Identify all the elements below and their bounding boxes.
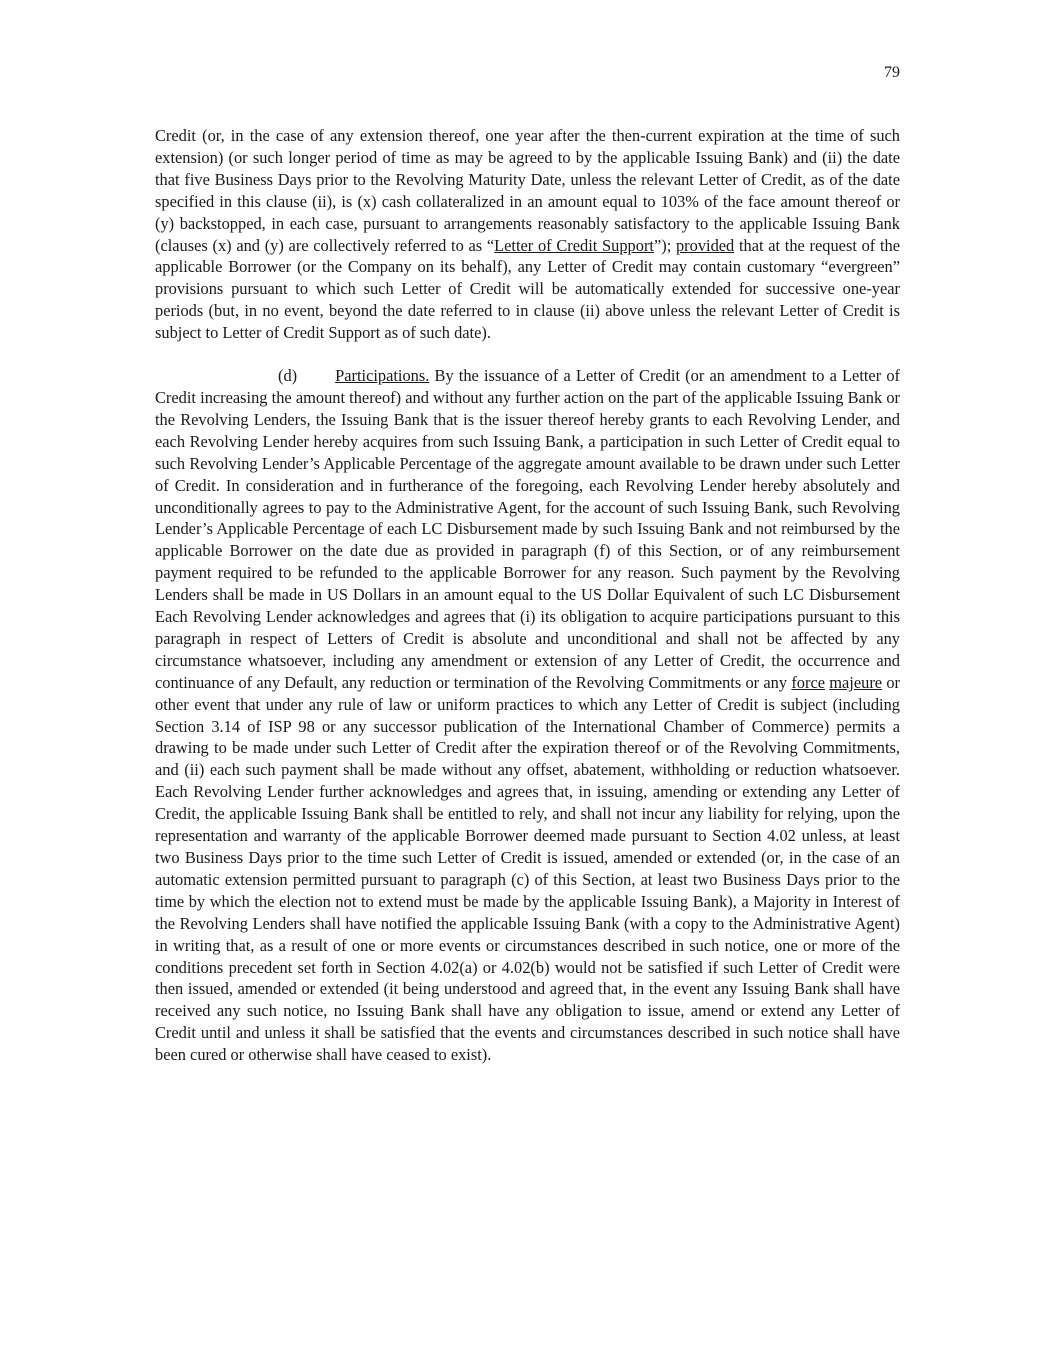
body-text — [155, 125, 900, 1087]
section-heading-participations: Participations. — [335, 366, 430, 386]
term-majeure: majeure — [829, 672, 883, 692]
page-number: 79 — [884, 64, 900, 81]
paragraph-letter-of-credit-expiry — [155, 125, 900, 344]
text-run: or other event that under any rule of law or uniform practices to which any Letter of Credit is subject (including Section 3.14 of ISP 98 or any successor publication of the International Chamber of Commerce) permits a drawing to be made under such Letter of Credit after the expiration thereof or of the Revolving Commitments, and (ii) each such payment shall be made without any offset, abatement, withholding or reduction whatsoever. Each Revolving Lender further acknowledges and agrees that, in issuing, amending or extending any Letter of Credit, the applicable Issuing Bank shall be entitled to rely, and shall not incur any liability for relying, upon the representation and warranty of the applicable Borrower deemed made pursuant to Section 4.02 unless, at least two Business Days prior to the time such Letter of Credit is issued, amended or extended (or, in the case of an automatic extension permitted pursuant to paragraph (c) of this Section, at least two Business Days prior to the time by which the election not to extend must be made by the applicable Issuing Bank), a Majority in Interest of the Revolving Lenders shall have notified the applicable Issuing Bank (with a copy to the Administrative Agent) in writing that, as a result of one or more events or circumstances described in such notice, one or more of the conditions precedent set forth in Section 4.02(a) or 4.02(b) would not be satisfied if such Letter of Credit were then issued, amended or extended (it being understood and agreed that, in the event any Issuing Bank shall have received any such notice, no Issuing Bank shall have any obligation to issue, amend or extend any Letter of Credit until and unless it shall be satisfied that the events and circumstances described in such notice shall have been cured or otherwise shall have ceased to exist). — [155, 672, 900, 1065]
paragraph-participations — [155, 365, 900, 1066]
text-run: Credit (or, in the case of any extension thereof, one year after the then-current expiration at the time of such extension) (or such longer period of time as may be agreed to by the applicable Issuing Bank) and (ii) the date that five Business Days prior to the Revolving Maturity Date, unless the relevant Letter of Credit, as of the date specified in this clause (ii), is (x) cash collateralized in an amount equal to 103% of the face amount thereof or (y) backstopped, in each case, pursuant to arrangements reasonably satisfactory to the applicable Issuing Bank (clauses (x) and (y) are collectively referred to as “ — [155, 126, 900, 255]
term-force: force — [791, 672, 825, 692]
text-run: that at the request of the applicable Borrower (or the Company on its behalf), any Letter of Credit may contain customary “evergreen” provisions pursuant to which such Letter of Credit will be automatically extended for successive one-year periods (but, in no event, beyond the date referred to in clause (ii) above unless the relevant Letter of Credit is subject to Letter of Credit Support as of such date). — [155, 235, 901, 343]
defined-term-letter-of-credit-support: Letter of Credit Support — [494, 235, 654, 255]
text-run: By the issuance of a Letter of Credit (or an amendment to a Letter of Credit increasing the amount thereof) and without any further action on the part of the applicable Issuing Bank or the Revolving Lenders, the Issuing Bank that is the issuer thereof hereby grants to each Revolving Lender, and each Revolving Lender hereby acquires from such Issuing Bank, a participation in such Letter of Credit equal to such Revolving Lender’s Applicable Percentage of the aggregate amount available to be drawn under such Letter of Credit. In consideration and in furtherance of the foregoing, each Revolving Lender hereby absolutely and unconditionally agrees to pay to the Administrative Agent, for the account of such Issuing Bank, such Revolving Lender’s Applicable Percentage of each LC Disbursement made by such Issuing Bank and not reimbursed by the applicable Borrower on the date due as provided in paragraph (f) of this Section, or of any reimbursement payment required to be refunded to the applicable Borrower for any reason. Such payment by the Revolving Lenders shall be made in US Dollars in an amount equal to the US Dollar Equivalent of such LC Disbursement Each Revolving Lender acknowledges and agrees that (i) its obligation to acquire participations pursuant to this paragraph in respect of Letters of Credit is absolute and unconditional and shall not be affected by any circumstance whatsoever, including any amendment or extension of any Letter of Credit, the occurrence and continuance of any Default, any reduction or termination of the Revolving Commitments or any — [155, 366, 900, 692]
proviso-term-provided: provided — [675, 235, 735, 255]
section-label: (d) — [278, 366, 298, 386]
text-run: ”); — [653, 235, 676, 255]
